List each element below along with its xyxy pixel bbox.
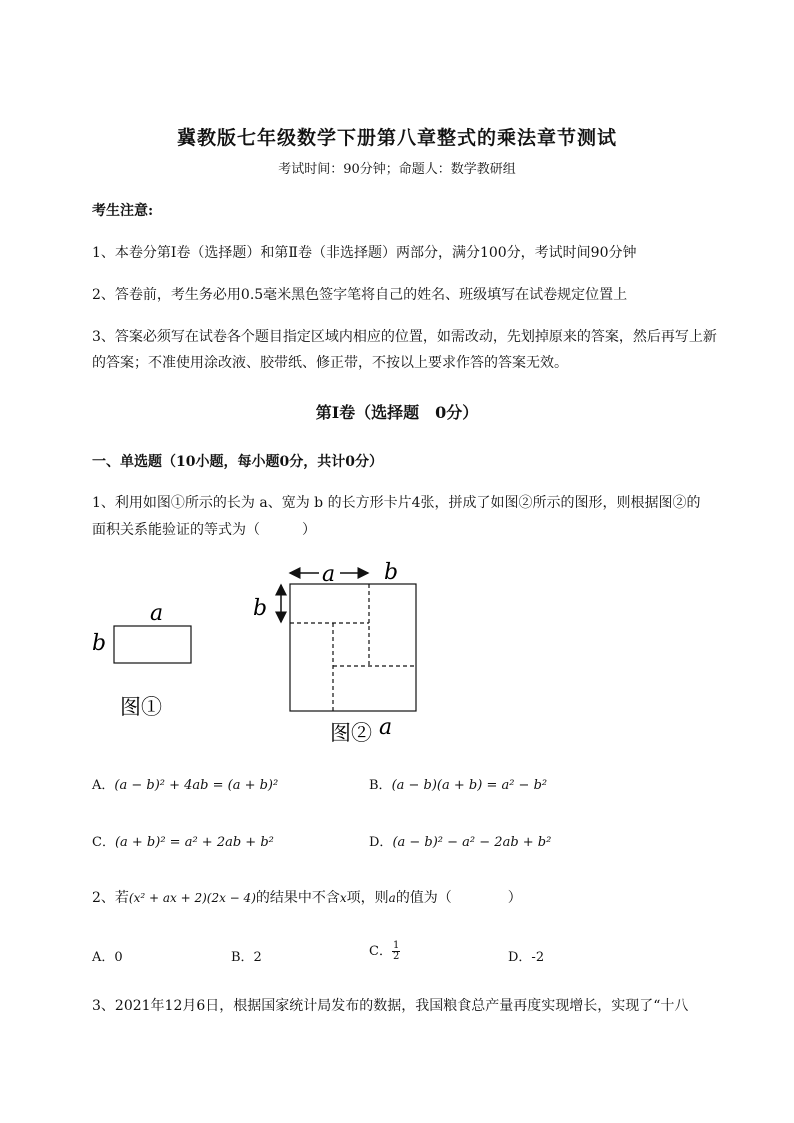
fig2-dashed-lines (290, 584, 416, 711)
fig1-label-b: b (92, 631, 107, 656)
q1-option-b-text: (a − b)(a + b) = a² − b² (391, 778, 548, 793)
fig1-label-a: a (150, 601, 164, 626)
q1-option-a-text: (a − b)² + 4ab = (a + b)² (114, 778, 279, 793)
q1-option-c-text: (a + b)² = a² + 2ab + b² (114, 835, 274, 850)
q1-option-d[interactable] (369, 831, 551, 850)
section-title: 第I卷（选择题 0分） (315, 403, 479, 422)
q2-option-d[interactable]: D．-2 (508, 950, 545, 965)
q2-option-c[interactable] (369, 940, 400, 962)
notice-item-2: 2、答卷前，考生务必用0.5毫米黑色签字笔将自己的姓名、班级填写在试卷规定位置上 (92, 287, 628, 303)
q2-option-c-label: C． (369, 944, 392, 959)
q1-option-c-label: C． (92, 835, 115, 850)
figure-2 (246, 560, 436, 748)
q2-mid2: 项，则 (346, 890, 389, 906)
q1-option-a-label: A． (92, 778, 115, 793)
fraction-numerator: 1 (392, 940, 400, 951)
fig1-caption: 图① (120, 695, 162, 719)
q2-option-c-fraction (392, 941, 400, 962)
notice-item-3-line2: 的答案；不准使用涂改液、胶带纸、修正带，不按以上要求作答的答案无效。 (92, 355, 568, 371)
part-heading: 一、单选题（10小题，每小题0分，共计0分） (92, 454, 383, 470)
figure-1 (86, 596, 216, 726)
q1-stem-line1: 1、利用如图①所示的长为 a、宽为 b 的长方形卡片4张，拼成了如图②所示的图形，则根据图②的 (92, 495, 701, 511)
fig2-label-b-left: b (253, 596, 268, 621)
fig1-rectangle (114, 626, 191, 663)
q1-option-d-label: D． (369, 835, 393, 850)
q2-var-x: x (339, 891, 347, 905)
fig2-label-b-top: b (384, 560, 399, 585)
q1-option-b-label: B． (369, 778, 392, 793)
fig2-label-a-top: a (322, 562, 336, 587)
q1-option-c[interactable] (92, 831, 274, 850)
q1-option-d-text: (a − b)² − a² − 2ab + b² (392, 835, 552, 850)
page-title: 冀教版七年级数学下册第八章整式的乘法章节测试 (176, 127, 617, 149)
q3-stem-line1: 3、2021年12月6日，根据国家统计局发布的数据，我国粮食总产量再度实现增长，实现了“十八 (92, 998, 689, 1014)
q2-option-a[interactable]: A．0 (92, 950, 123, 965)
q1-option-a[interactable] (92, 774, 278, 793)
q2-stem (92, 887, 522, 907)
fig2-square (290, 584, 416, 711)
q1-stem-line2: 面积关系能验证的等式为（ ） (92, 522, 316, 538)
q2-expression: (x² + ax + 2)(2x − 4) (128, 891, 256, 905)
notice-heading: 考生注意: (92, 203, 154, 219)
q2-prefix: 2、若 (92, 890, 129, 906)
q2-suffix: 的值为（ ） (395, 890, 522, 906)
page-subtitle: 考试时间：90分钟；命题人：数学教研组 (278, 162, 516, 177)
fraction-denominator: 2 (392, 951, 400, 962)
q2-var-a: a (388, 891, 396, 905)
notice-item-1: 1、本卷分第I卷（选择题）和第Ⅱ卷（非选择题）两部分，满分100分，考试时间90分钟 (92, 245, 637, 261)
fig2-label-a-bottom: a (379, 715, 393, 740)
fig2-caption: 图② (330, 721, 372, 745)
q2-option-b[interactable]: B．2 (231, 950, 262, 965)
notice-item-3-line1: 3、答案必须写在试卷各个题目指定区域内相应的位置，如需改动，先划掉原来的答案，然后再写上新 (92, 329, 717, 345)
q1-option-b[interactable] (369, 774, 547, 793)
q2-mid: 的结果中不含 (255, 890, 340, 906)
